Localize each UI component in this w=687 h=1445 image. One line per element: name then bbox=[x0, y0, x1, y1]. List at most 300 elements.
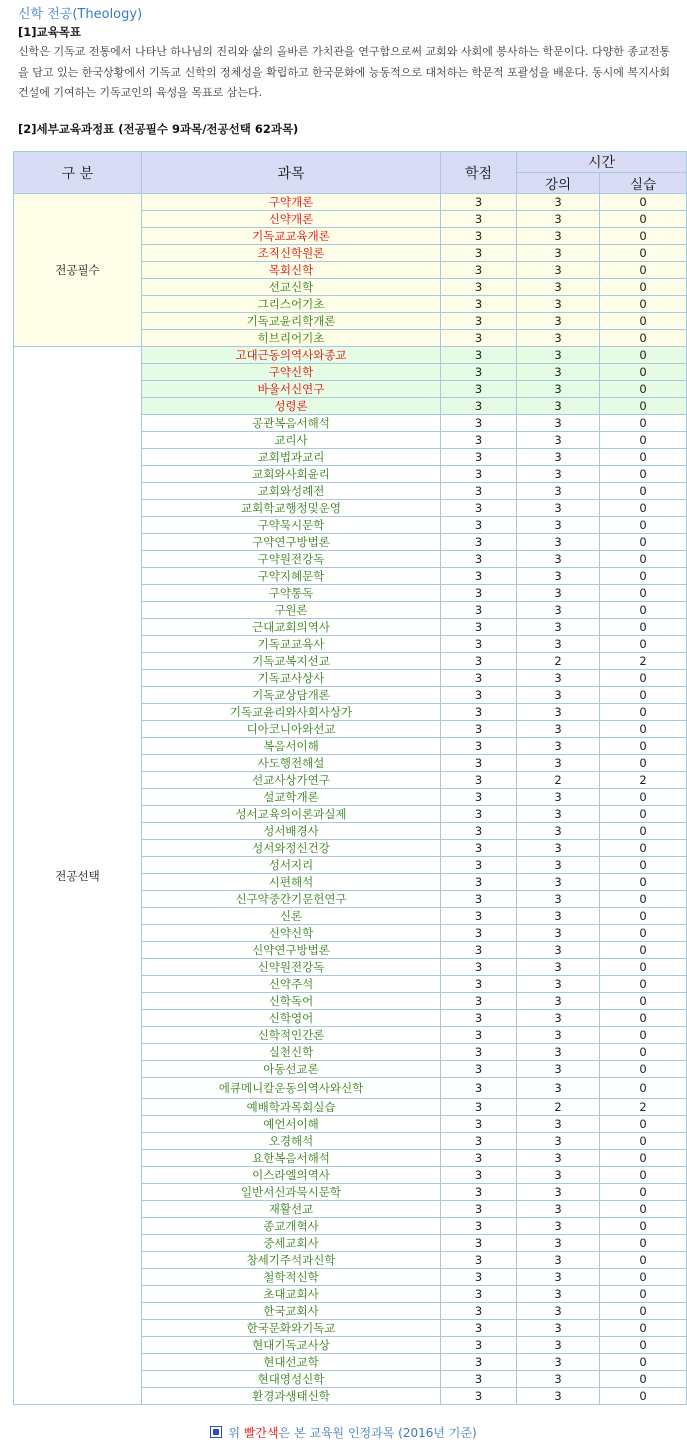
credit-cell: 3 bbox=[441, 653, 517, 670]
credit-cell: 3 bbox=[441, 347, 517, 364]
practice-cell: 0 bbox=[600, 823, 687, 840]
credit-cell: 3 bbox=[441, 1167, 517, 1184]
credit-cell: 3 bbox=[441, 381, 517, 398]
course-name-cell: 철학적신학 bbox=[142, 1269, 441, 1286]
course-name-cell: 아동선교론 bbox=[142, 1061, 441, 1078]
course-name-cell: 신론 bbox=[142, 908, 441, 925]
course-name-cell: 바울서신연구 bbox=[142, 381, 441, 398]
practice-cell: 0 bbox=[600, 619, 687, 636]
course-name-cell: 신구약중간기문헌연구 bbox=[142, 891, 441, 908]
lecture-cell: 3 bbox=[517, 500, 600, 517]
practice-cell: 0 bbox=[600, 534, 687, 551]
category-cell: 전공선택 bbox=[14, 347, 142, 1405]
credit-cell: 3 bbox=[441, 1235, 517, 1252]
credit-cell: 3 bbox=[441, 619, 517, 636]
lecture-cell: 3 bbox=[517, 449, 600, 466]
lecture-cell: 3 bbox=[517, 959, 600, 976]
course-name-cell: 기독교윤리와사회사상가 bbox=[142, 704, 441, 721]
lecture-cell: 3 bbox=[517, 755, 600, 772]
practice-cell: 0 bbox=[600, 415, 687, 432]
credit-cell: 3 bbox=[441, 415, 517, 432]
credit-cell: 3 bbox=[441, 296, 517, 313]
practice-cell: 0 bbox=[600, 1354, 687, 1371]
credit-cell: 3 bbox=[441, 330, 517, 347]
practice-cell: 0 bbox=[600, 1303, 687, 1320]
practice-cell: 0 bbox=[600, 993, 687, 1010]
course-name-cell: 에큐메니칼운동의역사와신학 bbox=[142, 1078, 441, 1099]
course-name-cell: 그리스어기초 bbox=[142, 296, 441, 313]
practice-cell: 0 bbox=[600, 1320, 687, 1337]
practice-cell: 0 bbox=[600, 1078, 687, 1099]
lecture-cell: 3 bbox=[517, 551, 600, 568]
course-name-cell: 근대교회의역사 bbox=[142, 619, 441, 636]
course-name-cell: 구약연구방법론 bbox=[142, 534, 441, 551]
course-name-cell: 구약묵시문학 bbox=[142, 517, 441, 534]
course-name-cell: 선교사상가연구 bbox=[142, 772, 441, 789]
course-name-cell: 환경과생태신학 bbox=[142, 1388, 441, 1405]
lecture-cell: 3 bbox=[517, 993, 600, 1010]
header-credit: 학점 bbox=[441, 152, 517, 194]
course-name-cell: 예배학과목회실습 bbox=[142, 1099, 441, 1116]
lecture-cell: 3 bbox=[517, 415, 600, 432]
practice-cell: 0 bbox=[600, 500, 687, 517]
curriculum-heading: [2]세부교육과정표 (전공필수 9과목/전공선택 62과목) bbox=[18, 122, 299, 136]
course-name-cell: 신약개론 bbox=[142, 211, 441, 228]
practice-cell: 0 bbox=[600, 670, 687, 687]
lecture-cell: 3 bbox=[517, 1116, 600, 1133]
course-name-cell: 중세교회사 bbox=[142, 1235, 441, 1252]
credit-cell: 3 bbox=[441, 1371, 517, 1388]
credit-cell: 3 bbox=[441, 398, 517, 415]
table-row bbox=[14, 347, 687, 364]
footnote bbox=[0, 1424, 687, 1441]
goal-heading: [1]교육목표 bbox=[18, 25, 81, 39]
lecture-cell: 3 bbox=[517, 245, 600, 262]
lecture-cell: 2 bbox=[517, 1099, 600, 1116]
credit-cell: 3 bbox=[441, 704, 517, 721]
practice-cell: 0 bbox=[600, 1269, 687, 1286]
practice-cell: 0 bbox=[600, 262, 687, 279]
lecture-cell: 3 bbox=[517, 1354, 600, 1371]
credit-cell: 3 bbox=[441, 840, 517, 857]
practice-cell: 0 bbox=[600, 1010, 687, 1027]
practice-cell: 0 bbox=[600, 755, 687, 772]
practice-cell: 0 bbox=[600, 313, 687, 330]
lecture-cell: 3 bbox=[517, 517, 600, 534]
credit-cell: 3 bbox=[441, 517, 517, 534]
course-name-cell: 성서교육의이론과실제 bbox=[142, 806, 441, 823]
credit-cell: 3 bbox=[441, 636, 517, 653]
credit-cell: 3 bbox=[441, 1027, 517, 1044]
credit-cell: 3 bbox=[441, 1337, 517, 1354]
course-name-cell: 신약원전강독 bbox=[142, 959, 441, 976]
practice-cell: 0 bbox=[600, 636, 687, 653]
credit-cell: 3 bbox=[441, 942, 517, 959]
square-bullet-icon bbox=[210, 1426, 222, 1438]
course-name-cell: 이스라엘의역사 bbox=[142, 1167, 441, 1184]
lecture-cell: 3 bbox=[517, 262, 600, 279]
credit-cell: 3 bbox=[441, 1201, 517, 1218]
course-name-cell: 조직신학원론 bbox=[142, 245, 441, 262]
credit-cell: 3 bbox=[441, 908, 517, 925]
credit-cell: 3 bbox=[441, 670, 517, 687]
course-name-cell: 창세기주석과신학 bbox=[142, 1252, 441, 1269]
course-name-cell: 요한복음서해석 bbox=[142, 1150, 441, 1167]
lecture-cell: 3 bbox=[517, 602, 600, 619]
course-name-cell: 신약주석 bbox=[142, 976, 441, 993]
course-name-cell: 교회법과교리 bbox=[142, 449, 441, 466]
credit-cell: 3 bbox=[441, 432, 517, 449]
course-name-cell: 한국문화와기독교 bbox=[142, 1320, 441, 1337]
course-name-cell: 신학영어 bbox=[142, 1010, 441, 1027]
practice-cell: 0 bbox=[600, 551, 687, 568]
credit-cell: 3 bbox=[441, 1303, 517, 1320]
lecture-cell: 3 bbox=[517, 925, 600, 942]
lecture-cell: 3 bbox=[517, 194, 600, 211]
practice-cell: 0 bbox=[600, 1167, 687, 1184]
practice-cell: 0 bbox=[600, 1184, 687, 1201]
practice-cell: 0 bbox=[600, 398, 687, 415]
credit-cell: 3 bbox=[441, 585, 517, 602]
course-name-cell: 성서와정신건강 bbox=[142, 840, 441, 857]
credit-cell: 3 bbox=[441, 1388, 517, 1405]
credit-cell: 3 bbox=[441, 721, 517, 738]
practice-cell: 0 bbox=[600, 330, 687, 347]
header-practice: 실습 bbox=[600, 173, 687, 194]
lecture-cell: 3 bbox=[517, 296, 600, 313]
credit-cell: 3 bbox=[441, 1218, 517, 1235]
lecture-cell: 3 bbox=[517, 636, 600, 653]
practice-cell: 0 bbox=[600, 942, 687, 959]
course-name-cell: 구약지혜문학 bbox=[142, 568, 441, 585]
credit-cell: 3 bbox=[441, 857, 517, 874]
practice-cell: 0 bbox=[600, 602, 687, 619]
lecture-cell: 3 bbox=[517, 1218, 600, 1235]
curriculum-body bbox=[14, 194, 687, 1405]
practice-cell: 2 bbox=[600, 772, 687, 789]
course-name-cell: 성령론 bbox=[142, 398, 441, 415]
course-name-cell: 교리사 bbox=[142, 432, 441, 449]
lecture-cell: 3 bbox=[517, 1010, 600, 1027]
credit-cell: 3 bbox=[441, 228, 517, 245]
lecture-cell: 3 bbox=[517, 823, 600, 840]
practice-cell: 2 bbox=[600, 653, 687, 670]
course-name-cell: 초대교회사 bbox=[142, 1286, 441, 1303]
credit-cell: 3 bbox=[441, 874, 517, 891]
course-name-cell: 교회와성례전 bbox=[142, 483, 441, 500]
lecture-cell: 3 bbox=[517, 1184, 600, 1201]
curriculum-table bbox=[13, 151, 687, 1405]
lecture-cell: 3 bbox=[517, 857, 600, 874]
credit-cell: 3 bbox=[441, 1010, 517, 1027]
lecture-cell: 3 bbox=[517, 330, 600, 347]
lecture-cell: 2 bbox=[517, 772, 600, 789]
lecture-cell: 3 bbox=[517, 1286, 600, 1303]
course-name-cell: 한국교회사 bbox=[142, 1303, 441, 1320]
credit-cell: 3 bbox=[441, 738, 517, 755]
practice-cell: 0 bbox=[600, 466, 687, 483]
practice-cell: 0 bbox=[600, 1133, 687, 1150]
credit-cell: 3 bbox=[441, 1133, 517, 1150]
lecture-cell: 3 bbox=[517, 908, 600, 925]
credit-cell: 3 bbox=[441, 262, 517, 279]
credit-cell: 3 bbox=[441, 602, 517, 619]
credit-cell: 3 bbox=[441, 959, 517, 976]
lecture-cell: 3 bbox=[517, 585, 600, 602]
course-name-cell: 구약원전강독 bbox=[142, 551, 441, 568]
credit-cell: 3 bbox=[441, 789, 517, 806]
practice-cell: 0 bbox=[600, 585, 687, 602]
lecture-cell: 2 bbox=[517, 653, 600, 670]
credit-cell: 3 bbox=[441, 466, 517, 483]
lecture-cell: 3 bbox=[517, 721, 600, 738]
credit-cell: 3 bbox=[441, 1320, 517, 1337]
header-hours: 시간 bbox=[517, 152, 687, 173]
practice-cell: 0 bbox=[600, 1252, 687, 1269]
practice-cell: 0 bbox=[600, 857, 687, 874]
course-name-cell: 일반서신과묵시문학 bbox=[142, 1184, 441, 1201]
table-row bbox=[14, 194, 687, 211]
practice-cell: 0 bbox=[600, 245, 687, 262]
course-name-cell: 공관복음서해석 bbox=[142, 415, 441, 432]
lecture-cell: 3 bbox=[517, 1078, 600, 1099]
practice-cell: 0 bbox=[600, 925, 687, 942]
course-name-cell: 구약신학 bbox=[142, 364, 441, 381]
course-name-cell: 신학독어 bbox=[142, 993, 441, 1010]
header-course: 과목 bbox=[142, 152, 441, 194]
practice-cell: 0 bbox=[600, 704, 687, 721]
lecture-cell: 3 bbox=[517, 228, 600, 245]
footnote-red-text: 빨간색 bbox=[243, 1426, 279, 1440]
credit-cell: 3 bbox=[441, 551, 517, 568]
footnote-suffix: 은 본 교육원 인정과목 (2016년 기준) bbox=[278, 1426, 477, 1440]
practice-cell: 0 bbox=[600, 840, 687, 857]
lecture-cell: 3 bbox=[517, 619, 600, 636]
credit-cell: 3 bbox=[441, 1354, 517, 1371]
lecture-cell: 3 bbox=[517, 874, 600, 891]
course-name-cell: 현대선교학 bbox=[142, 1354, 441, 1371]
credit-cell: 3 bbox=[441, 687, 517, 704]
credit-cell: 3 bbox=[441, 1269, 517, 1286]
practice-cell: 0 bbox=[600, 1218, 687, 1235]
course-name-cell: 기독교윤리학개론 bbox=[142, 313, 441, 330]
practice-cell: 0 bbox=[600, 1061, 687, 1078]
course-name-cell: 설교학개론 bbox=[142, 789, 441, 806]
lecture-cell: 3 bbox=[517, 483, 600, 500]
lecture-cell: 3 bbox=[517, 211, 600, 228]
credit-cell: 3 bbox=[441, 211, 517, 228]
practice-cell: 0 bbox=[600, 449, 687, 466]
practice-cell: 0 bbox=[600, 721, 687, 738]
lecture-cell: 3 bbox=[517, 534, 600, 551]
credit-cell: 3 bbox=[441, 891, 517, 908]
course-name-cell: 기독교복지선교 bbox=[142, 653, 441, 670]
course-name-cell: 구약개론 bbox=[142, 194, 441, 211]
practice-cell: 0 bbox=[600, 874, 687, 891]
practice-cell: 0 bbox=[600, 891, 687, 908]
practice-cell: 0 bbox=[600, 568, 687, 585]
lecture-cell: 3 bbox=[517, 381, 600, 398]
lecture-cell: 3 bbox=[517, 806, 600, 823]
course-name-cell: 예언서이해 bbox=[142, 1116, 441, 1133]
practice-cell: 0 bbox=[600, 432, 687, 449]
course-name-cell: 신약신학 bbox=[142, 925, 441, 942]
course-name-cell: 구원론 bbox=[142, 602, 441, 619]
goal-text: 신학은 기독교 전통에서 나타난 하나님의 진리와 삶의 올바른 가치관을 연구함으로써 교회와 사회에 봉사하는 학문이다. 다양한 종교전통을 담고 있는 한국상황에서 기독교 신학의 정체성을 확립하고 한국문화에 능동적으로 대처하는 학문적 포괄성을 배운다. 동시에 복지사회 건설에 기여하는 기독교인의 육성을 목표로 삼는다. bbox=[18, 45, 670, 99]
credit-cell: 3 bbox=[441, 313, 517, 330]
practice-cell: 0 bbox=[600, 364, 687, 381]
lecture-cell: 3 bbox=[517, 1061, 600, 1078]
practice-cell: 0 bbox=[600, 194, 687, 211]
course-name-cell: 현대기독교사상 bbox=[142, 1337, 441, 1354]
lecture-cell: 3 bbox=[517, 313, 600, 330]
lecture-cell: 3 bbox=[517, 1167, 600, 1184]
lecture-cell: 3 bbox=[517, 1027, 600, 1044]
practice-cell: 0 bbox=[600, 211, 687, 228]
course-name-cell: 사도행전해설 bbox=[142, 755, 441, 772]
course-name-cell: 교회학교행정및운영 bbox=[142, 500, 441, 517]
course-name-cell: 고대근동의역사와종교 bbox=[142, 347, 441, 364]
practice-cell: 0 bbox=[600, 789, 687, 806]
course-name-cell: 히브리어기초 bbox=[142, 330, 441, 347]
practice-cell: 0 bbox=[600, 347, 687, 364]
lecture-cell: 3 bbox=[517, 1269, 600, 1286]
course-name-cell: 성서배경사 bbox=[142, 823, 441, 840]
course-name-cell: 기독교교육사 bbox=[142, 636, 441, 653]
course-name-cell: 시편해석 bbox=[142, 874, 441, 891]
lecture-cell: 3 bbox=[517, 789, 600, 806]
course-name-cell: 실천신학 bbox=[142, 1044, 441, 1061]
credit-cell: 3 bbox=[441, 1252, 517, 1269]
practice-cell: 0 bbox=[600, 228, 687, 245]
course-name-cell: 성서지리 bbox=[142, 857, 441, 874]
lecture-cell: 3 bbox=[517, 670, 600, 687]
lecture-cell: 3 bbox=[517, 1235, 600, 1252]
practice-cell: 0 bbox=[600, 806, 687, 823]
course-name-cell: 목회신학 bbox=[142, 262, 441, 279]
course-name-cell: 현대영성신학 bbox=[142, 1371, 441, 1388]
practice-cell: 0 bbox=[600, 1201, 687, 1218]
practice-cell: 0 bbox=[600, 517, 687, 534]
lecture-cell: 3 bbox=[517, 840, 600, 857]
practice-cell: 0 bbox=[600, 1286, 687, 1303]
credit-cell: 3 bbox=[441, 823, 517, 840]
credit-cell: 3 bbox=[441, 806, 517, 823]
course-name-cell: 선교신학 bbox=[142, 279, 441, 296]
practice-cell: 0 bbox=[600, 1388, 687, 1405]
lecture-cell: 3 bbox=[517, 942, 600, 959]
credit-cell: 3 bbox=[441, 364, 517, 381]
credit-cell: 3 bbox=[441, 483, 517, 500]
lecture-cell: 3 bbox=[517, 1337, 600, 1354]
lecture-cell: 3 bbox=[517, 1303, 600, 1320]
lecture-cell: 3 bbox=[517, 976, 600, 993]
practice-cell: 0 bbox=[600, 279, 687, 296]
credit-cell: 3 bbox=[441, 1150, 517, 1167]
course-name-cell: 재활선교 bbox=[142, 1201, 441, 1218]
credit-cell: 3 bbox=[441, 1099, 517, 1116]
lecture-cell: 3 bbox=[517, 568, 600, 585]
practice-cell: 0 bbox=[600, 738, 687, 755]
category-cell: 전공필수 bbox=[14, 194, 142, 347]
course-name-cell: 신약연구방법론 bbox=[142, 942, 441, 959]
credit-cell: 3 bbox=[441, 1061, 517, 1078]
footnote-prefix: 위 bbox=[228, 1426, 244, 1440]
credit-cell: 3 bbox=[441, 976, 517, 993]
header-lecture: 강의 bbox=[517, 173, 600, 194]
course-name-cell: 오경해석 bbox=[142, 1133, 441, 1150]
lecture-cell: 3 bbox=[517, 1252, 600, 1269]
credit-cell: 3 bbox=[441, 1044, 517, 1061]
header-category: 구 분 bbox=[14, 152, 142, 194]
practice-cell: 0 bbox=[600, 1150, 687, 1167]
page-title: 신학 전공(Theology) bbox=[18, 7, 143, 22]
credit-cell: 3 bbox=[441, 245, 517, 262]
practice-cell: 0 bbox=[600, 959, 687, 976]
credit-cell: 3 bbox=[441, 925, 517, 942]
practice-cell: 0 bbox=[600, 483, 687, 500]
lecture-cell: 3 bbox=[517, 738, 600, 755]
lecture-cell: 3 bbox=[517, 687, 600, 704]
practice-cell: 0 bbox=[600, 1235, 687, 1252]
course-name-cell: 신학적인간론 bbox=[142, 1027, 441, 1044]
practice-cell: 2 bbox=[600, 1099, 687, 1116]
lecture-cell: 3 bbox=[517, 432, 600, 449]
lecture-cell: 3 bbox=[517, 1388, 600, 1405]
credit-cell: 3 bbox=[441, 1184, 517, 1201]
lecture-cell: 3 bbox=[517, 1150, 600, 1167]
credit-cell: 3 bbox=[441, 1286, 517, 1303]
lecture-cell: 3 bbox=[517, 891, 600, 908]
credit-cell: 3 bbox=[441, 1116, 517, 1133]
course-name-cell: 교회와사회윤리 bbox=[142, 466, 441, 483]
credit-cell: 3 bbox=[441, 993, 517, 1010]
practice-cell: 0 bbox=[600, 1027, 687, 1044]
practice-cell: 0 bbox=[600, 908, 687, 925]
course-name-cell: 기독교교육개론 bbox=[142, 228, 441, 245]
credit-cell: 3 bbox=[441, 1078, 517, 1099]
lecture-cell: 3 bbox=[517, 398, 600, 415]
credit-cell: 3 bbox=[441, 755, 517, 772]
credit-cell: 3 bbox=[441, 568, 517, 585]
credit-cell: 3 bbox=[441, 194, 517, 211]
lecture-cell: 3 bbox=[517, 347, 600, 364]
practice-cell: 0 bbox=[600, 1116, 687, 1133]
course-name-cell: 복음서이해 bbox=[142, 738, 441, 755]
practice-cell: 0 bbox=[600, 1371, 687, 1388]
course-name-cell: 디아코니아와선교 bbox=[142, 721, 441, 738]
credit-cell: 3 bbox=[441, 534, 517, 551]
lecture-cell: 3 bbox=[517, 704, 600, 721]
credit-cell: 3 bbox=[441, 279, 517, 296]
practice-cell: 0 bbox=[600, 296, 687, 313]
credit-cell: 3 bbox=[441, 500, 517, 517]
credit-cell: 3 bbox=[441, 449, 517, 466]
practice-cell: 0 bbox=[600, 976, 687, 993]
course-name-cell: 종교개혁사 bbox=[142, 1218, 441, 1235]
practice-cell: 0 bbox=[600, 381, 687, 398]
course-name-cell: 기독교사상사 bbox=[142, 670, 441, 687]
course-name-cell: 구약통독 bbox=[142, 585, 441, 602]
lecture-cell: 3 bbox=[517, 364, 600, 381]
lecture-cell: 3 bbox=[517, 1371, 600, 1388]
credit-cell: 3 bbox=[441, 772, 517, 789]
course-name-cell: 기독교상담개론 bbox=[142, 687, 441, 704]
practice-cell: 0 bbox=[600, 687, 687, 704]
lecture-cell: 3 bbox=[517, 1320, 600, 1337]
lecture-cell: 3 bbox=[517, 1044, 600, 1061]
lecture-cell: 3 bbox=[517, 1133, 600, 1150]
